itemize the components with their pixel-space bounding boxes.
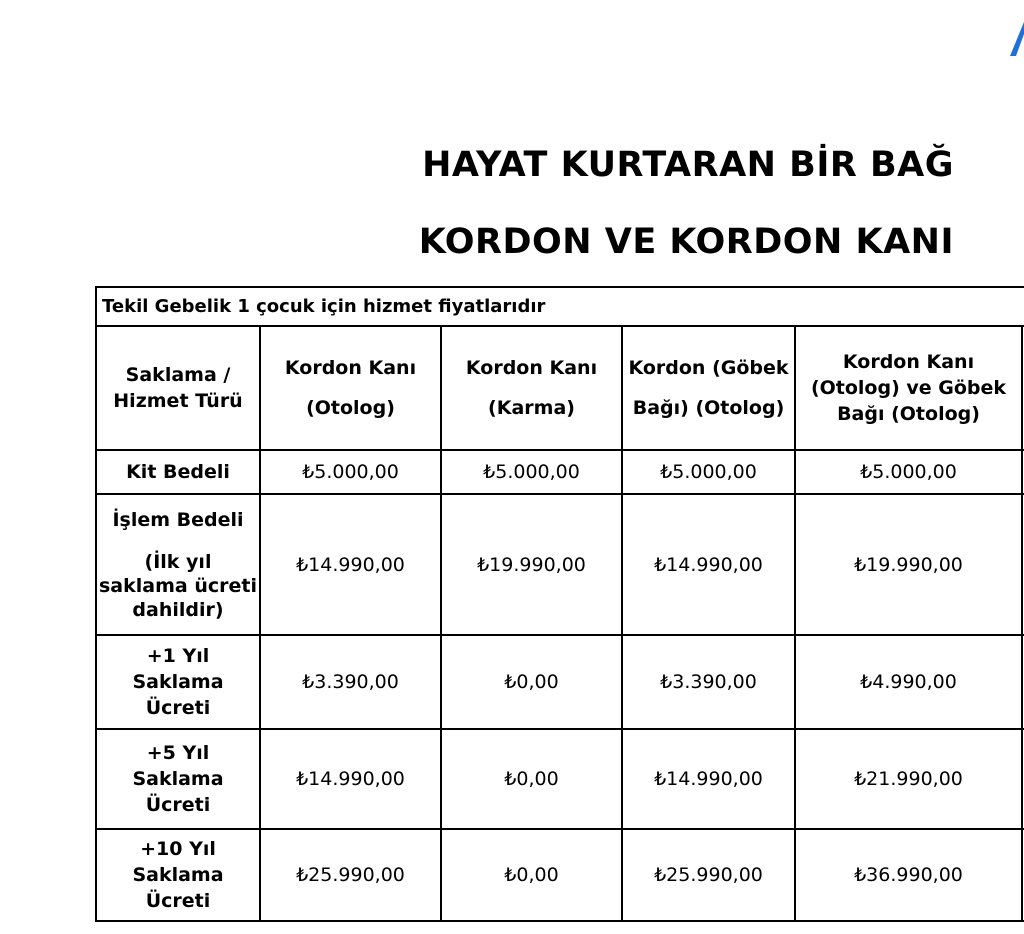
row-label-line: İşlem Bedeli (112, 508, 244, 531)
price-cell: ₺0,00 (441, 729, 622, 829)
price-cell: ₺5.000,00 (622, 450, 795, 494)
table-row (96, 635, 1024, 729)
row-label-line: Saklama (132, 768, 224, 790)
document-title-line2: KORDON VE KORDON KANI (418, 222, 954, 262)
row-label-line: +1 Yıl (146, 645, 210, 667)
header-kordon-kani-karma (441, 326, 622, 450)
header-line: Kordon Kanı (284, 357, 417, 379)
row-label-5-yil (96, 729, 260, 829)
row-label-10-yil (96, 829, 260, 921)
price-cell: ₺19.990,00 (441, 494, 622, 635)
header-line: Bağı (Otolog) (837, 403, 980, 425)
table-row (96, 494, 1024, 635)
header-service-type-line: Hizmet Türü (113, 390, 243, 412)
logo-fragment-icon (1010, 22, 1024, 56)
price-cell: ₺0,00 (441, 829, 622, 921)
table-row (96, 450, 1024, 494)
table-row (96, 729, 1024, 829)
price-cell: ₺36.990,00 (795, 829, 1022, 921)
header-row (96, 326, 1024, 450)
row-label-line: Ücreti (145, 697, 211, 719)
price-cell: ₺3.390,00 (260, 635, 441, 729)
header-line: Kordon Kanı (842, 351, 975, 373)
header-service-type (96, 326, 260, 450)
table-caption: Tekil Gebelik 1 çocuk için hizmet fiyatlarıdır (96, 287, 1024, 326)
row-label-line: Ücreti (145, 794, 211, 816)
caption-row (96, 287, 1024, 326)
header-service-type-line: Saklama / (125, 364, 231, 386)
header-line: Kordon (628, 357, 706, 379)
document-title-line1: HAYAT KURTARAN BİR BAĞ (422, 145, 954, 185)
price-table (95, 286, 1024, 922)
header-line: (Göbek Bağı) (632, 357, 789, 419)
price-cell: ₺5.000,00 (795, 450, 1022, 494)
price-cell: ₺25.990,00 (260, 829, 441, 921)
header-kordon-kani-otolog (260, 326, 441, 450)
price-cell: ₺5.000,00 (260, 450, 441, 494)
header-kordon-kani-ve-gobek-bagi (795, 326, 1022, 450)
price-cell: ₺14.990,00 (260, 494, 441, 635)
header-line: (Otolog) ve Göbek (810, 377, 1007, 399)
price-cell: ₺14.990,00 (260, 729, 441, 829)
row-label-line: (İlk yıl (144, 550, 212, 573)
price-cell: ₺5.000,00 (441, 450, 622, 494)
price-cell: ₺19.990,00 (795, 494, 1022, 635)
table-row (96, 829, 1024, 921)
row-label-line: +5 Yıl (146, 742, 210, 764)
price-cell: ₺3.390,00 (622, 635, 795, 729)
row-label-line: +10 Yıl (140, 838, 216, 860)
price-cell: ₺14.990,00 (622, 729, 795, 829)
row-label-line: Saklama (132, 864, 224, 886)
row-label-islem-bedeli (96, 494, 260, 635)
row-label-line: saklama ücreti (99, 574, 257, 597)
row-label-line: Saklama (132, 671, 224, 693)
price-cell: ₺14.990,00 (622, 494, 795, 635)
row-label-kit-bedeli: Kit Bedeli (96, 450, 260, 494)
row-label-1-yil (96, 635, 260, 729)
header-line: (Otolog) (695, 397, 785, 419)
header-line: Kordon Kanı (465, 357, 598, 379)
price-cell: ₺0,00 (441, 635, 622, 729)
price-cell: ₺4.990,00 (795, 635, 1022, 729)
header-line: (Otolog) (306, 397, 395, 419)
row-label-line: Ücreti (145, 890, 211, 912)
row-label-line: dahildir) (132, 598, 224, 621)
price-cell: ₺25.990,00 (622, 829, 795, 921)
header-kordon-gobek-bagi (622, 326, 795, 450)
header-line: (Karma) (488, 397, 575, 419)
price-cell: ₺21.990,00 (795, 729, 1022, 829)
